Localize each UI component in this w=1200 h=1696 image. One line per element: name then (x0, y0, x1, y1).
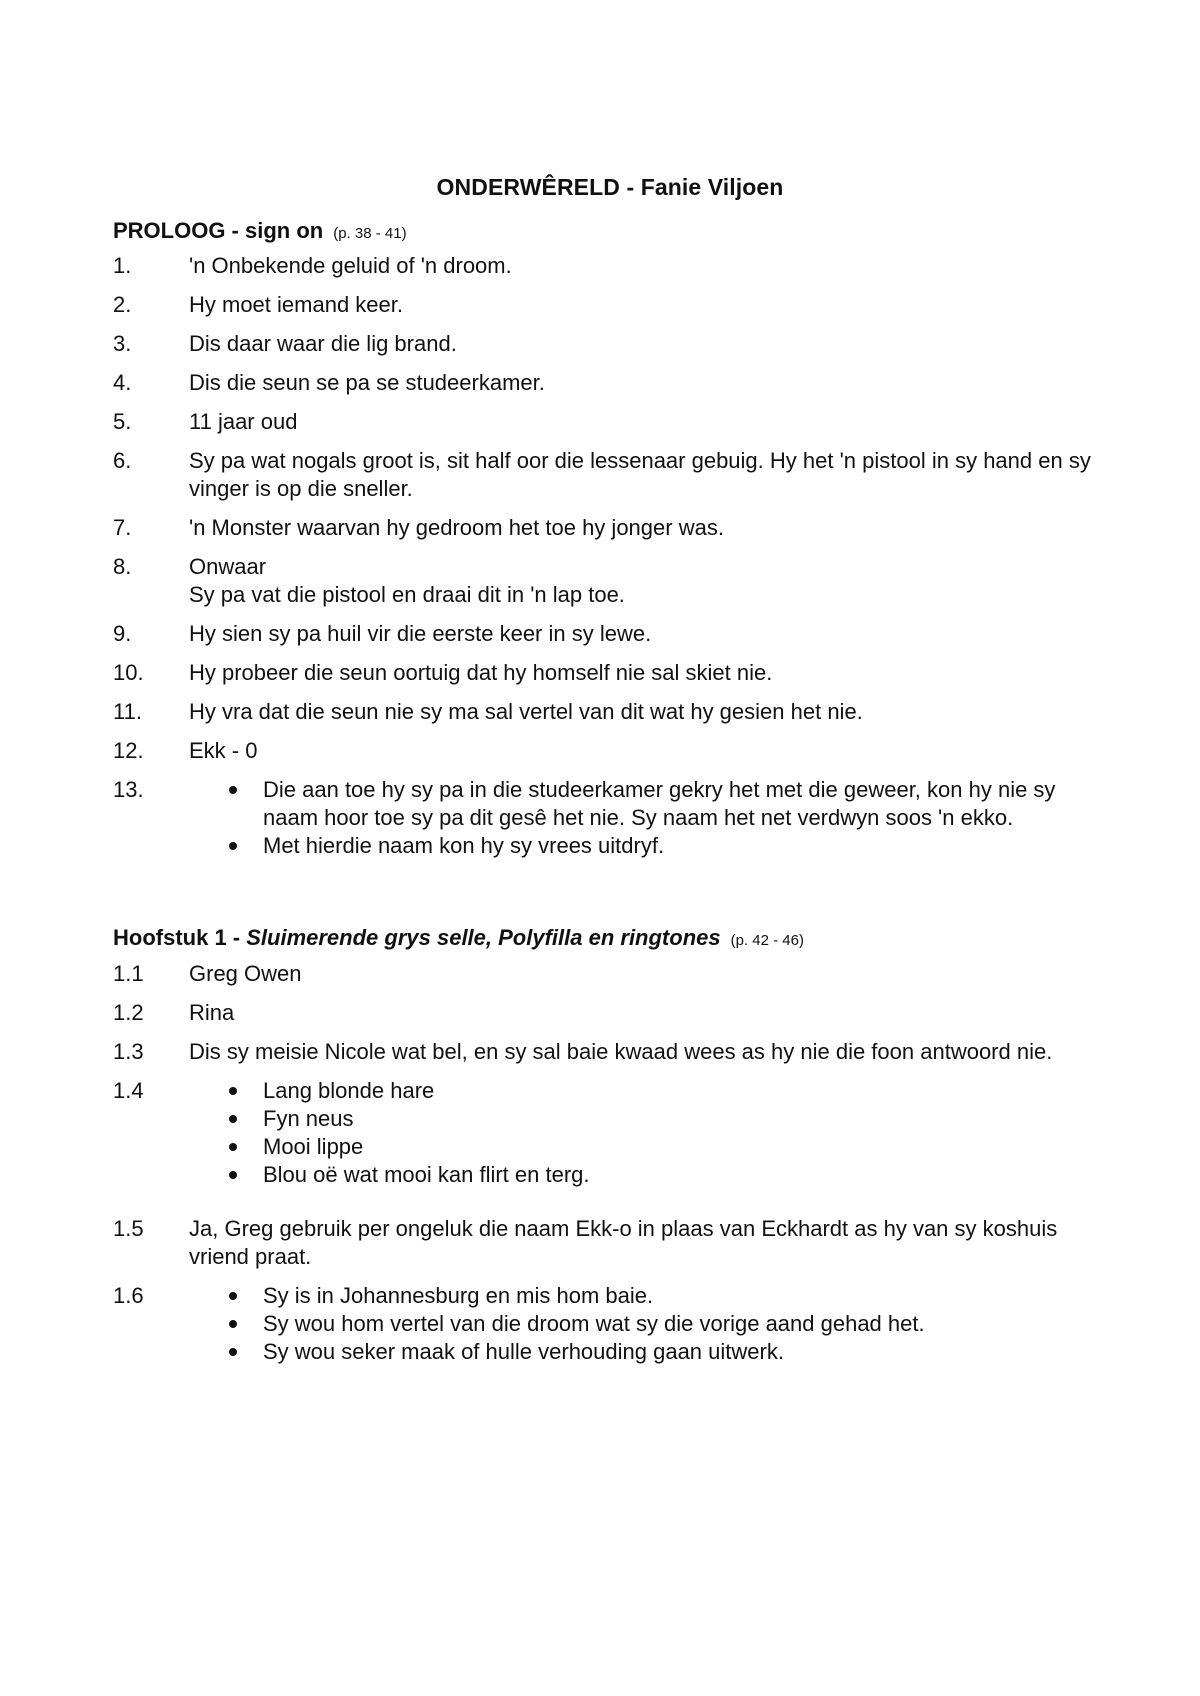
list-item (113, 999, 1103, 1027)
prologue-heading (113, 218, 407, 244)
list-item (113, 776, 1103, 860)
item-answer: Hy probeer die seun oortuig dat hy homself nie sal skiet nie. (189, 660, 773, 685)
list-item (113, 1215, 1103, 1271)
bullet-item (229, 1282, 1103, 1310)
item-number: 1.3 (113, 1039, 144, 1064)
item-answer: Rina (189, 1000, 235, 1025)
item-answer (189, 1282, 1103, 1366)
bullet-icon (229, 1320, 237, 1328)
prologue-heading-main: PROLOOG - sign on (113, 218, 324, 243)
list-item (113, 1282, 1103, 1366)
item-number: 11. (113, 699, 142, 724)
item-number: 2. (113, 292, 132, 317)
bullet-text: Blou oë wat mooi kan flirt en terg. (263, 1162, 590, 1187)
document-title: ONDERWÊRELD - Fanie Viljoen (436, 174, 784, 200)
bullet-text: Die aan toe hy sy pa in die studeerkamer gekry het met die geweer, kon hy nie sy naam hoor toe sy pa dit gesê het nie. Sy naam het net verdwyn soos 'n ekko. (263, 777, 1056, 830)
item-answer (189, 776, 1103, 860)
bullet-icon (229, 1348, 237, 1356)
bullet-icon (229, 1171, 237, 1179)
chapter1-heading-title: Sluimerende grys selle, Polyfilla en ringtones (246, 925, 721, 950)
list-item (113, 659, 1103, 687)
bullet-icon (229, 1087, 237, 1095)
item-answer: Hy sien sy pa huil vir die eerste keer in sy lewe. (189, 621, 652, 646)
item-answer: Dis sy meisie Nicole wat bel, en sy sal baie kwaad wees as hy nie die foon antwoord nie. (189, 1039, 1053, 1064)
bullet-text: Lang blonde hare (263, 1078, 435, 1103)
item-answer: Ekk - 0 (189, 738, 258, 763)
item-answer: Dis daar waar die lig brand. (189, 331, 457, 356)
answer-line: Sy pa vat die pistool en draai dit in 'n lap toe. (189, 582, 625, 607)
list-item (113, 737, 1103, 765)
list-item (113, 698, 1103, 726)
item-number: 5. (113, 409, 132, 434)
bullet-text: Mooi lippe (263, 1134, 364, 1159)
list-item (113, 291, 1103, 319)
bullet-list (229, 1077, 1103, 1189)
bullet-icon (229, 842, 237, 850)
item-answer: Sy pa wat nogals groot is, sit half oor die lessenaar gebuig. Hy het 'n pistool in sy hand en sy vinger is op die sneller. (189, 448, 1091, 501)
list-item (113, 514, 1103, 542)
bullet-text: Sy is in Johannesburg en mis hom baie. (263, 1283, 654, 1308)
item-number: 6. (113, 448, 132, 473)
item-number: 1.2 (113, 1000, 144, 1025)
bullet-item (229, 1133, 1103, 1161)
item-number: 3. (113, 331, 132, 356)
item-number: 10. (113, 660, 144, 685)
bullet-item (229, 1077, 1103, 1105)
bullet-text: Fyn neus (263, 1106, 354, 1131)
item-number: 13. (113, 777, 144, 802)
prologue-page-ref: (p. 38 - 41) (333, 225, 407, 242)
prologue-answer-list (113, 252, 1103, 871)
list-item (113, 252, 1103, 280)
list-item (113, 447, 1103, 503)
item-number: 1. (113, 253, 132, 278)
list-item (113, 620, 1103, 648)
bullet-text: Sy wou seker maak of hulle verhouding gaan uitwerk. (263, 1339, 784, 1364)
list-item (113, 408, 1103, 436)
bullet-item (229, 1338, 1103, 1366)
item-number: 8. (113, 554, 132, 579)
bullet-item (229, 832, 1103, 860)
chapter1-answer-list (113, 960, 1103, 1377)
bullet-item (229, 1161, 1103, 1189)
item-answer (189, 553, 1103, 609)
item-answer: Hy vra dat die seun nie sy ma sal vertel van dit wat hy gesien het nie. (189, 699, 863, 724)
item-answer: Ja, Greg gebruik per ongeluk die naam Ekk-o in plaas van Eckhardt as hy van sy koshuis vriend praat. (189, 1216, 1058, 1269)
item-number: 4. (113, 370, 132, 395)
item-number: 1.4 (113, 1078, 144, 1103)
item-number: 1.1 (113, 961, 144, 986)
bullet-icon (229, 786, 237, 794)
item-answer: 11 jaar oud (189, 409, 298, 434)
chapter1-page-ref: (p. 42 - 46) (730, 932, 804, 949)
list-item (113, 553, 1103, 609)
list-item (113, 1077, 1103, 1189)
bullet-text: Sy wou hom vertel van die droom wat sy die vorige aand gehad het. (263, 1311, 925, 1336)
item-number: 1.6 (113, 1283, 144, 1308)
bullet-item (229, 1310, 1103, 1338)
bullet-icon (229, 1143, 237, 1151)
list-item (113, 330, 1103, 358)
list-item (113, 1038, 1103, 1066)
answer-line: Onwaar (189, 554, 267, 579)
item-answer: 'n Onbekende geluid of 'n droom. (189, 253, 512, 278)
item-answer: Greg Owen (189, 961, 302, 986)
bullet-item (229, 776, 1103, 832)
item-answer: Dis die seun se pa se studeerkamer. (189, 370, 545, 395)
chapter1-heading (113, 925, 804, 951)
bullet-item (229, 1105, 1103, 1133)
item-number: 7. (113, 515, 132, 540)
bullet-list (229, 776, 1103, 860)
bullet-icon (229, 1292, 237, 1300)
bullet-text: Met hierdie naam kon hy sy vrees uitdryf. (263, 833, 665, 858)
item-number: 12. (113, 738, 144, 763)
item-answer: Hy moet iemand keer. (189, 292, 403, 317)
list-item (113, 369, 1103, 397)
item-answer: 'n Monster waarvan hy gedroom het toe hy jonger was. (189, 515, 724, 540)
chapter1-heading-prefix: Hoofstuk 1 - (113, 925, 247, 950)
bullet-list (229, 1282, 1103, 1366)
item-number: 9. (113, 621, 132, 646)
item-answer (189, 1077, 1103, 1189)
item-number: 1.5 (113, 1216, 144, 1241)
list-item (113, 960, 1103, 988)
bullet-icon (229, 1115, 237, 1123)
